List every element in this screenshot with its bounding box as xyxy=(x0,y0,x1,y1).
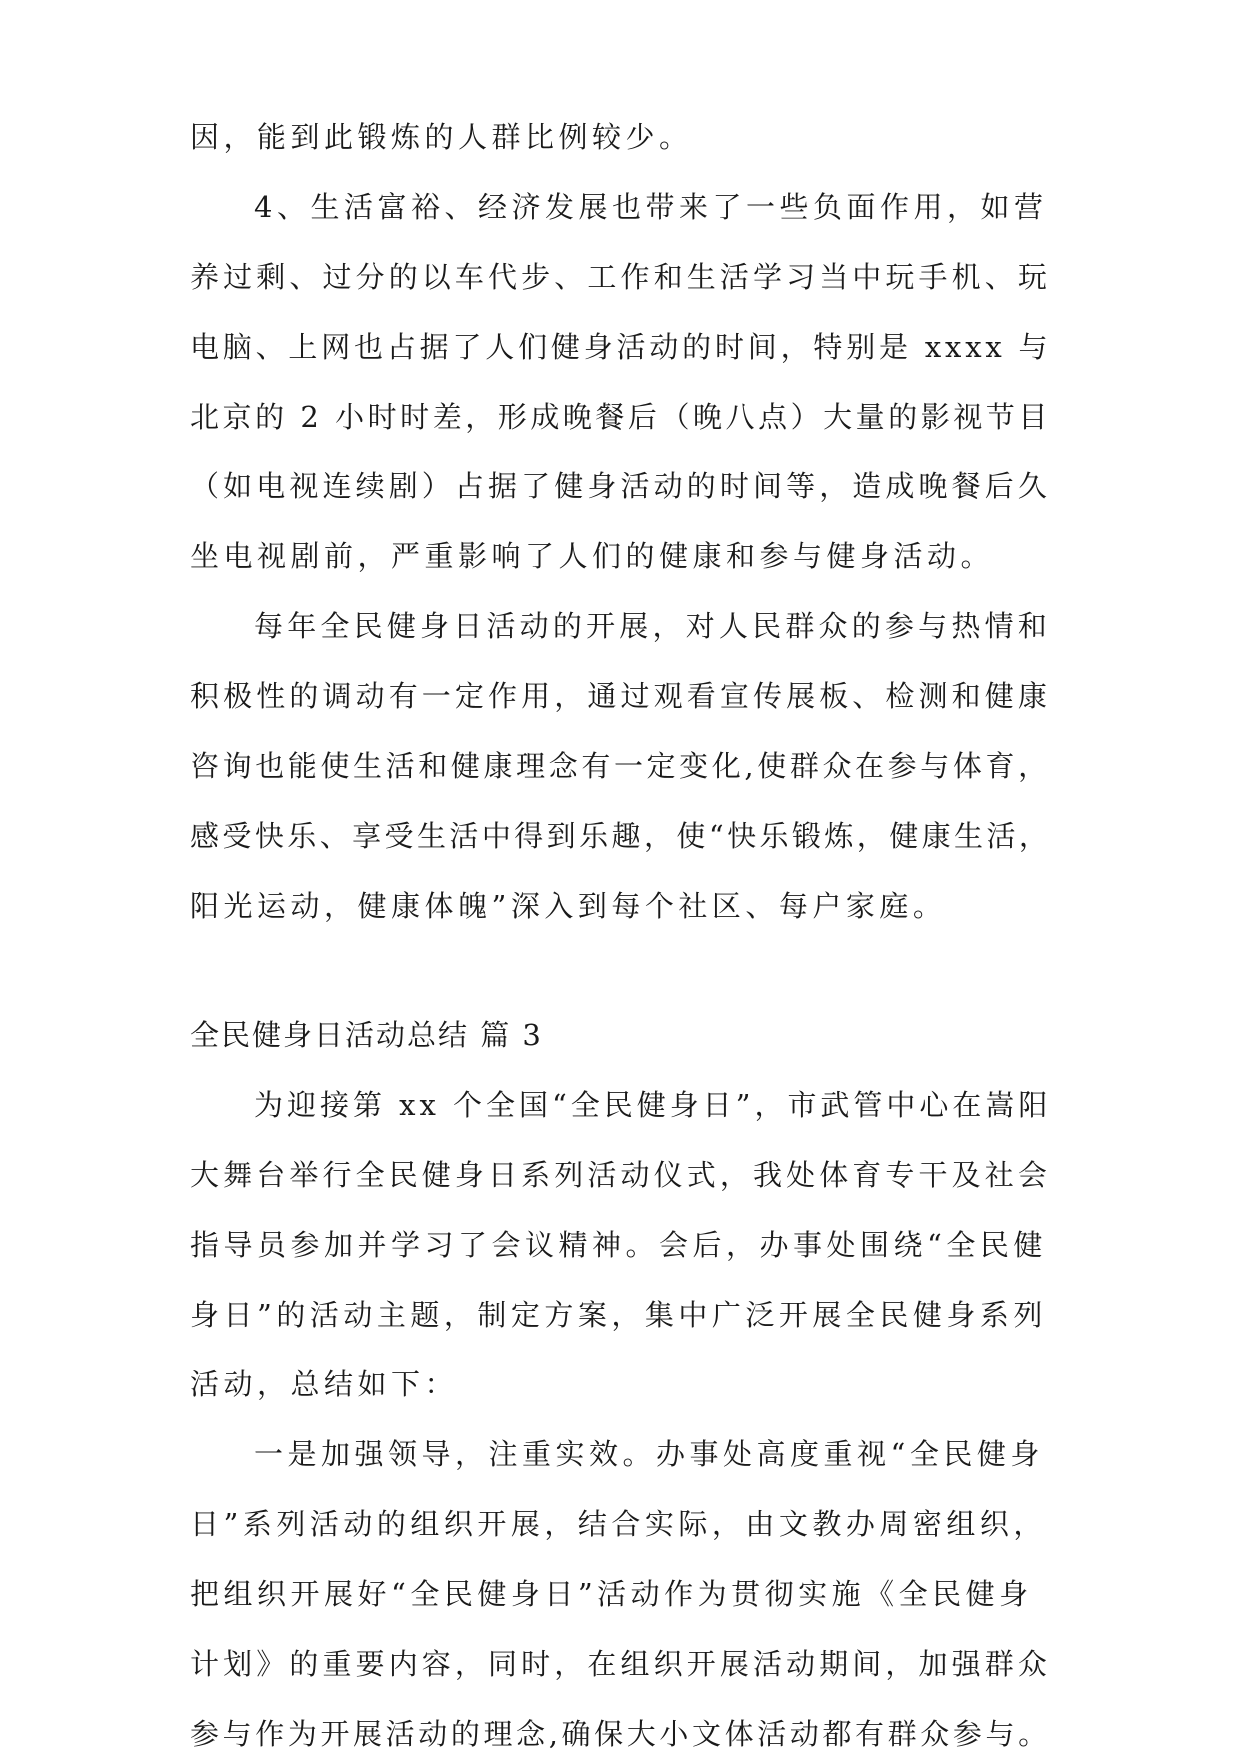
paragraph-line: 身日”的活动主题，制定方案，集中广泛开展全民健身系列 xyxy=(190,1298,1047,1332)
paragraph-line: 参与作为开展活动的理念,确保大小文体活动都有群众参与。 xyxy=(190,1717,1051,1751)
paragraph-line: 养过剩、过分的以车代步、工作和生活学习当中玩手机、玩 xyxy=(190,260,1052,294)
paragraph-line: 4、生活富裕、经济发展也带来了一些负面作用，如营 xyxy=(254,190,1048,224)
paragraph-line: 阳光运动，健康体魄”深入到每个社区、每户家庭。 xyxy=(190,889,947,923)
paragraph-line: 因，能到此锻炼的人群比例较少。 xyxy=(190,120,693,154)
paragraph-line: 电脑、上网也占据了人们健身活动的时间，特别是 xxxx 与 xyxy=(190,330,1052,364)
paragraph-line: 日”系列活动的组织开展，结合实际，由文教办周密组织， xyxy=(190,1507,1047,1541)
paragraph-line: 感受快乐、享受生活中得到乐趣，使“快乐锻炼，健康生活， xyxy=(190,819,1052,853)
paragraph-line: （如电视连续剧）占据了健身活动的时间等，造成晚餐后久 xyxy=(190,469,1052,503)
paragraph-line: 指导员参加并学习了会议精神。会后，办事处围绕“全民健 xyxy=(190,1228,1047,1262)
paragraph-line: 大舞台举行全民健身日系列活动仪式，我处体育专干及社会 xyxy=(190,1158,1052,1192)
paragraph-line: 咨询也能使生活和健康理念有一定变化,使群众在参与体育， xyxy=(190,749,1051,783)
paragraph-line: 北京的 2 小时时差，形成晚餐后（晚八点）大量的影视节目 xyxy=(190,400,1051,434)
section-heading: 全民健身日活动总结 篇 3 xyxy=(190,1018,543,1052)
paragraph-line: 每年全民健身日活动的开展，对人民群众的参与热情和 xyxy=(254,609,1052,643)
paragraph-line: 计划》的重要内容，同时，在组织开展活动期间，加强群众 xyxy=(190,1647,1052,1681)
paragraph-line: 坐电视剧前，严重影响了人们的健康和参与健身活动。 xyxy=(190,539,995,573)
paragraph-line: 把组织开展好“全民健身日”活动作为贯彻实施《全民健身 xyxy=(190,1577,1033,1611)
paragraph-line: 为迎接第 xx 个全国“全民健身日”，市武管中心在嵩阳 xyxy=(254,1088,1052,1122)
paragraph-line: 活动，总结如下： xyxy=(190,1367,459,1401)
paragraph-line: 一是加强领导，注重实效。办事处高度重视“全民健身 xyxy=(254,1437,1044,1471)
paragraph-line: 积极性的调动有一定作用，通过观看宣传展板、检测和健康 xyxy=(190,679,1052,713)
